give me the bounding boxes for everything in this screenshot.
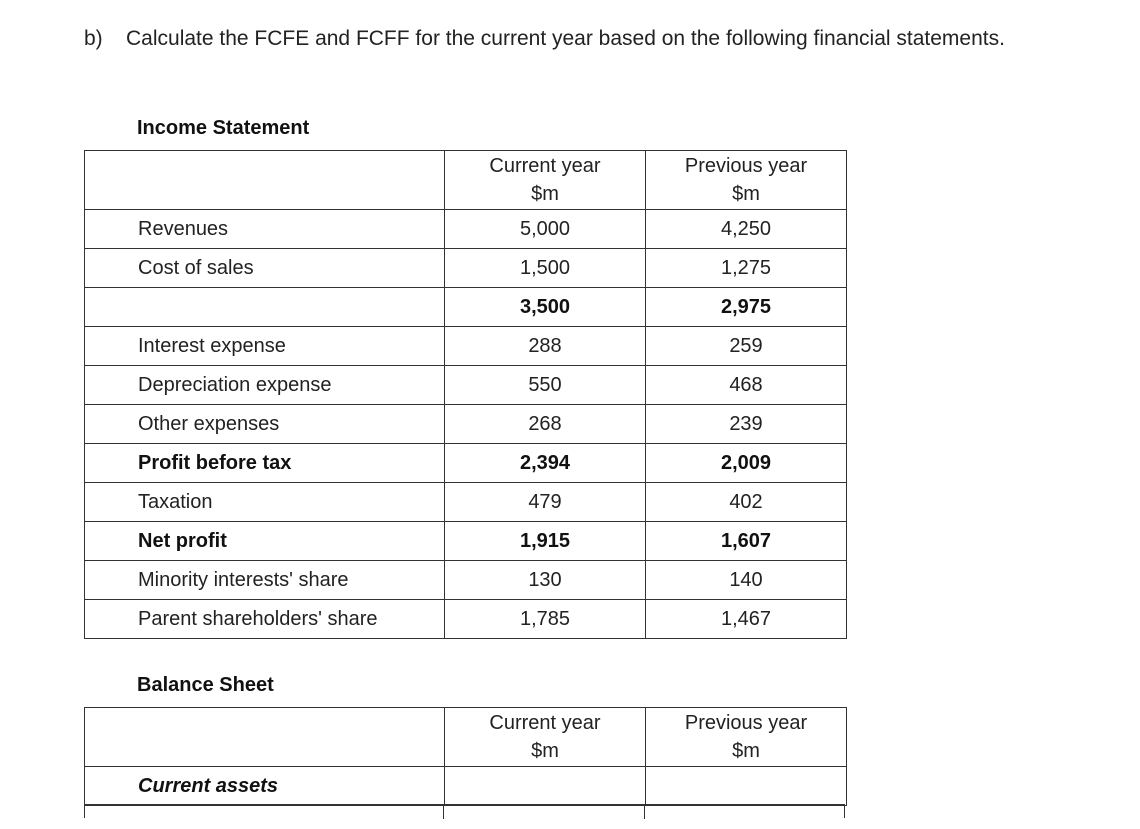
row-previous-value: 402 — [646, 483, 847, 522]
row-label: Depreciation expense — [85, 366, 445, 405]
row-label: Minority interests' share — [85, 561, 445, 600]
table-header-row — [85, 151, 847, 210]
row-label: Profit before tax — [85, 444, 445, 483]
row-previous-value: 468 — [646, 366, 847, 405]
row-label: Current assets — [85, 767, 445, 806]
header-previous-year: Previous year $m — [646, 708, 847, 767]
row-current-value: 1,500 — [445, 249, 646, 288]
balance-sheet-table — [84, 707, 847, 806]
row-label — [85, 288, 445, 327]
row-label: Taxation — [85, 483, 445, 522]
balance-sheet-title: Balance Sheet — [137, 674, 274, 696]
row-previous-value: 4,250 — [646, 210, 847, 249]
question-label: b) — [84, 27, 103, 50]
row-label: Other expenses — [85, 405, 445, 444]
table-header-row — [85, 708, 847, 767]
row-current-value: 1,915 — [445, 522, 646, 561]
row-interest-expense — [85, 327, 847, 366]
row-previous-value: 1,275 — [646, 249, 847, 288]
row-parent-shareholders — [85, 600, 847, 639]
row-minority-interests — [85, 561, 847, 600]
row-label: Interest expense — [85, 327, 445, 366]
row-current-value: 288 — [445, 327, 646, 366]
row-previous-value: 239 — [646, 405, 847, 444]
header-blank-cell — [85, 151, 445, 210]
header-current-year: Current year $m — [445, 708, 646, 767]
column-divider — [443, 805, 444, 819]
row-previous-value: 1,607 — [646, 522, 847, 561]
header-current-year: Current year $m — [445, 151, 646, 210]
row-previous-value: 2,009 — [646, 444, 847, 483]
row-current-value: 550 — [445, 366, 646, 405]
question — [84, 24, 1014, 53]
row-current-value: 3,500 — [445, 288, 646, 327]
row-current-value: 2,394 — [445, 444, 646, 483]
header-blank-cell — [85, 708, 445, 767]
column-divider — [644, 805, 645, 819]
row-revenues — [85, 210, 847, 249]
row-current-value: 5,000 — [445, 210, 646, 249]
row-taxation — [85, 483, 847, 522]
income-statement-title: Income Statement — [137, 117, 310, 139]
row-previous-value: 2,975 — [646, 288, 847, 327]
row-current-value — [445, 767, 646, 806]
row-current-value: 268 — [445, 405, 646, 444]
row-cost-of-sales — [85, 249, 847, 288]
income-statement-table — [84, 150, 847, 639]
row-depreciation-expense — [85, 366, 847, 405]
row-current-assets — [85, 767, 847, 806]
row-gross-profit — [85, 288, 847, 327]
row-previous-value: 140 — [646, 561, 847, 600]
row-label: Net profit — [85, 522, 445, 561]
header-previous-year: Previous year $m — [646, 151, 847, 210]
row-current-value: 479 — [445, 483, 646, 522]
question-text: Calculate the FCFE and FCFF for the current year based on the following financial statements. — [126, 27, 1005, 50]
row-label: Parent shareholders' share — [85, 600, 445, 639]
row-other-expenses — [85, 405, 847, 444]
table-continuation — [84, 804, 845, 818]
row-previous-value — [646, 767, 847, 806]
row-previous-value: 259 — [646, 327, 847, 366]
row-current-value: 130 — [445, 561, 646, 600]
row-current-value: 1,785 — [445, 600, 646, 639]
row-label: Revenues — [85, 210, 445, 249]
row-net-profit — [85, 522, 847, 561]
row-label: Cost of sales — [85, 249, 445, 288]
row-profit-before-tax — [85, 444, 847, 483]
row-previous-value: 1,467 — [646, 600, 847, 639]
